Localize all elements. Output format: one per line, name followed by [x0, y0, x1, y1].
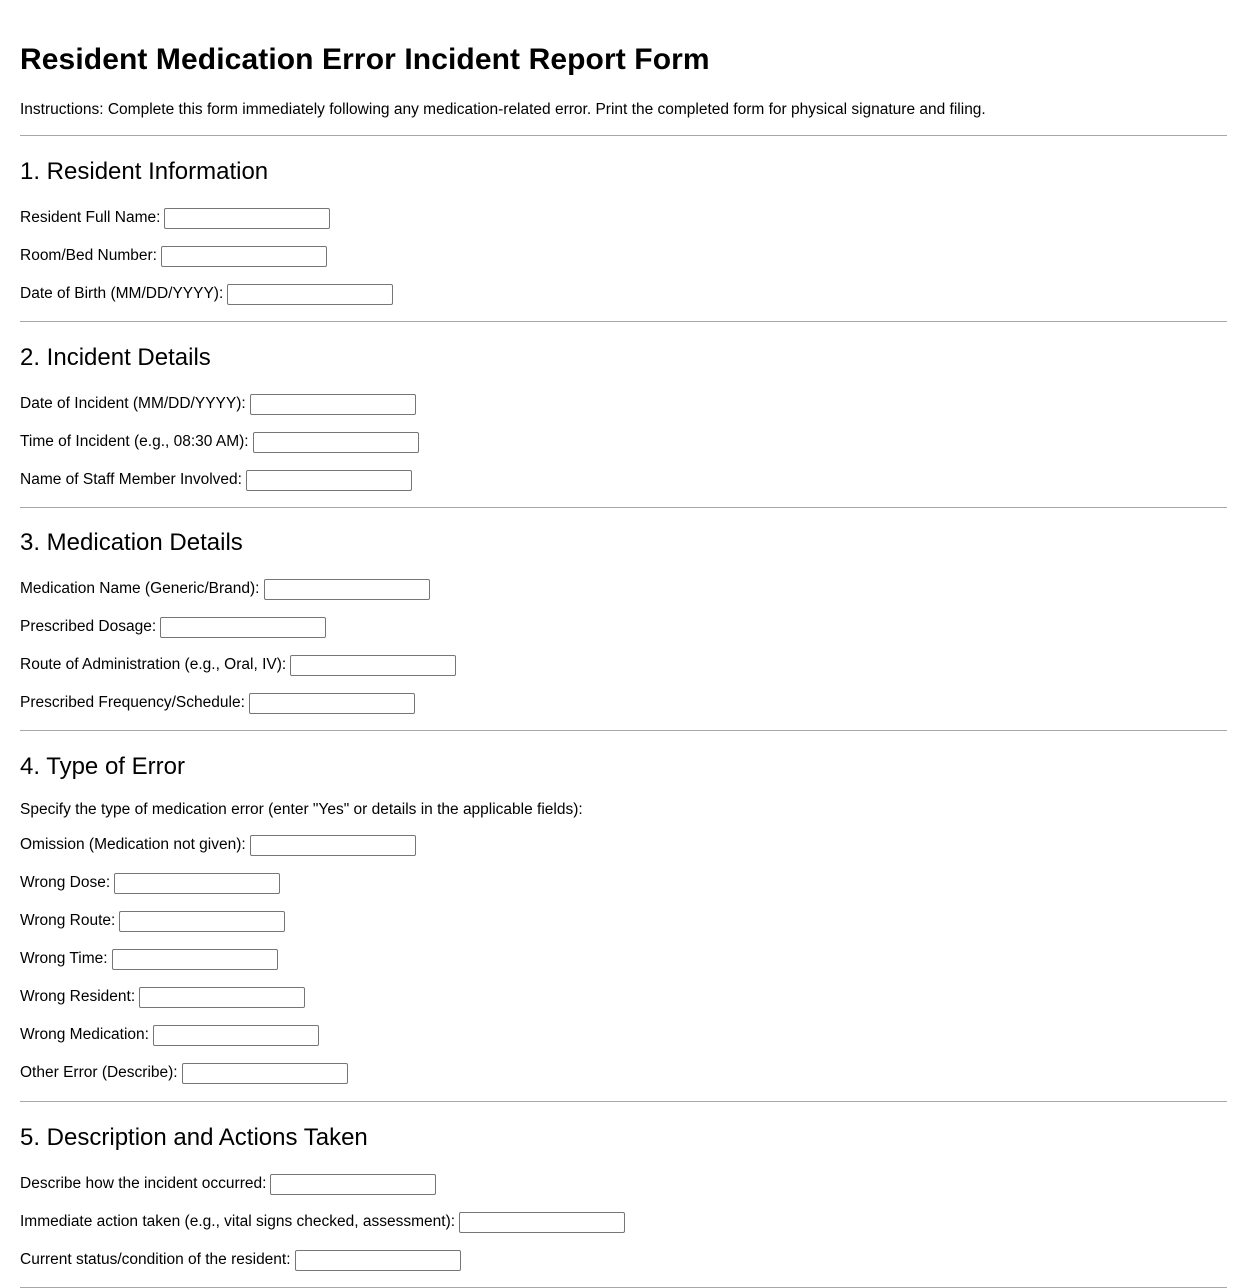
field-row-wrong-medication — [20, 1024, 1227, 1046]
resident-name-input[interactable] — [164, 208, 330, 229]
medication-name-input[interactable] — [264, 579, 430, 600]
current-status-input[interactable] — [295, 1250, 461, 1271]
field-row-wrong-route — [20, 910, 1227, 932]
section-medication-details — [20, 508, 1227, 730]
field-row-wrong-resident — [20, 986, 1227, 1008]
section-heading: 4. Type of Error — [20, 753, 185, 780]
field-label: Date of Birth (MM/DD/YYYY): — [20, 285, 224, 302]
omission-input[interactable] — [250, 835, 416, 856]
date-of-incident-input[interactable] — [250, 394, 416, 415]
field-label: Prescribed Dosage: — [20, 618, 157, 635]
wrong-time-input[interactable] — [112, 949, 278, 970]
wrong-resident-input[interactable] — [139, 987, 305, 1008]
field-label: Date of Incident (MM/DD/YYYY): — [20, 395, 246, 412]
section-resident-information — [20, 136, 1227, 321]
field-row-current-status — [20, 1249, 1227, 1271]
prescribed-dosage-input[interactable] — [160, 617, 326, 638]
field-row-prescribed-dosage — [20, 616, 1227, 638]
field-label: Describe how the incident occurred: — [20, 1175, 267, 1192]
field-label: Prescribed Frequency/Schedule: — [20, 694, 245, 711]
section-type-of-error — [20, 731, 1227, 1101]
field-label: Room/Bed Number: — [20, 247, 157, 264]
staff-member-input[interactable] — [246, 470, 412, 491]
field-row-medication-name — [20, 578, 1227, 600]
field-label: Wrong Medication: — [20, 1026, 149, 1043]
field-label: Wrong Time: — [20, 950, 108, 967]
section-heading: 2. Incident Details — [20, 344, 211, 371]
section-heading: 1. Resident Information — [20, 158, 269, 185]
route-input[interactable] — [290, 655, 456, 676]
field-label: Wrong Resident: — [20, 988, 136, 1005]
field-row-wrong-time — [20, 948, 1227, 970]
other-error-input[interactable] — [182, 1063, 348, 1084]
field-row-route — [20, 654, 1227, 676]
section-note: Specify the type of medication error (enter "Yes" or details in the applicable fields): — [20, 801, 583, 818]
report-form-page — [20, 0, 1227, 1288]
how-occurred-input[interactable] — [270, 1174, 436, 1195]
field-row-how-occurred — [20, 1173, 1227, 1195]
field-row-date-of-birth — [20, 283, 1227, 305]
instructions-text: Instructions: Complete this form immediately following any medication-related error. Print the completed form for physical signature and filing. — [20, 101, 986, 118]
frequency-input[interactable] — [249, 693, 415, 714]
field-label: Current status/condition of the resident: — [20, 1251, 291, 1268]
field-label: Wrong Dose: — [20, 874, 111, 891]
field-label: Resident Full Name: — [20, 209, 161, 226]
field-row-omission — [20, 834, 1227, 856]
field-row-time-of-incident — [20, 431, 1227, 453]
field-row-date-of-incident — [20, 393, 1227, 415]
field-label: Route of Administration (e.g., Oral, IV): — [20, 656, 287, 673]
field-row-staff-member — [20, 469, 1227, 491]
field-label: Name of Staff Member Involved: — [20, 471, 242, 488]
field-row-frequency — [20, 692, 1227, 714]
wrong-medication-input[interactable] — [153, 1025, 319, 1046]
section-incident-details — [20, 322, 1227, 507]
wrong-route-input[interactable] — [119, 911, 285, 932]
field-row-resident-name — [20, 207, 1227, 229]
section-heading: 5. Description and Actions Taken — [20, 1124, 368, 1151]
field-label: Time of Incident (e.g., 08:30 AM): — [20, 433, 249, 450]
section-heading: 3. Medication Details — [20, 529, 243, 556]
immediate-action-input[interactable] — [459, 1212, 625, 1233]
date-of-birth-input[interactable] — [227, 284, 393, 305]
page-title: Resident Medication Error Incident Report Form — [20, 43, 710, 76]
room-bed-input[interactable] — [161, 246, 327, 267]
field-row-room-bed — [20, 245, 1227, 267]
field-label: Immediate action taken (e.g., vital signs checked, assessment): — [20, 1213, 456, 1230]
section-description-actions — [20, 1102, 1227, 1287]
field-row-other-error — [20, 1062, 1227, 1084]
field-row-immediate-action — [20, 1211, 1227, 1233]
field-label: Omission (Medication not given): — [20, 836, 246, 853]
field-label: Wrong Route: — [20, 912, 116, 929]
field-label: Other Error (Describe): — [20, 1064, 178, 1081]
field-row-wrong-dose — [20, 872, 1227, 894]
time-of-incident-input[interactable] — [253, 432, 419, 453]
wrong-dose-input[interactable] — [114, 873, 280, 894]
field-label: Medication Name (Generic/Brand): — [20, 580, 260, 597]
